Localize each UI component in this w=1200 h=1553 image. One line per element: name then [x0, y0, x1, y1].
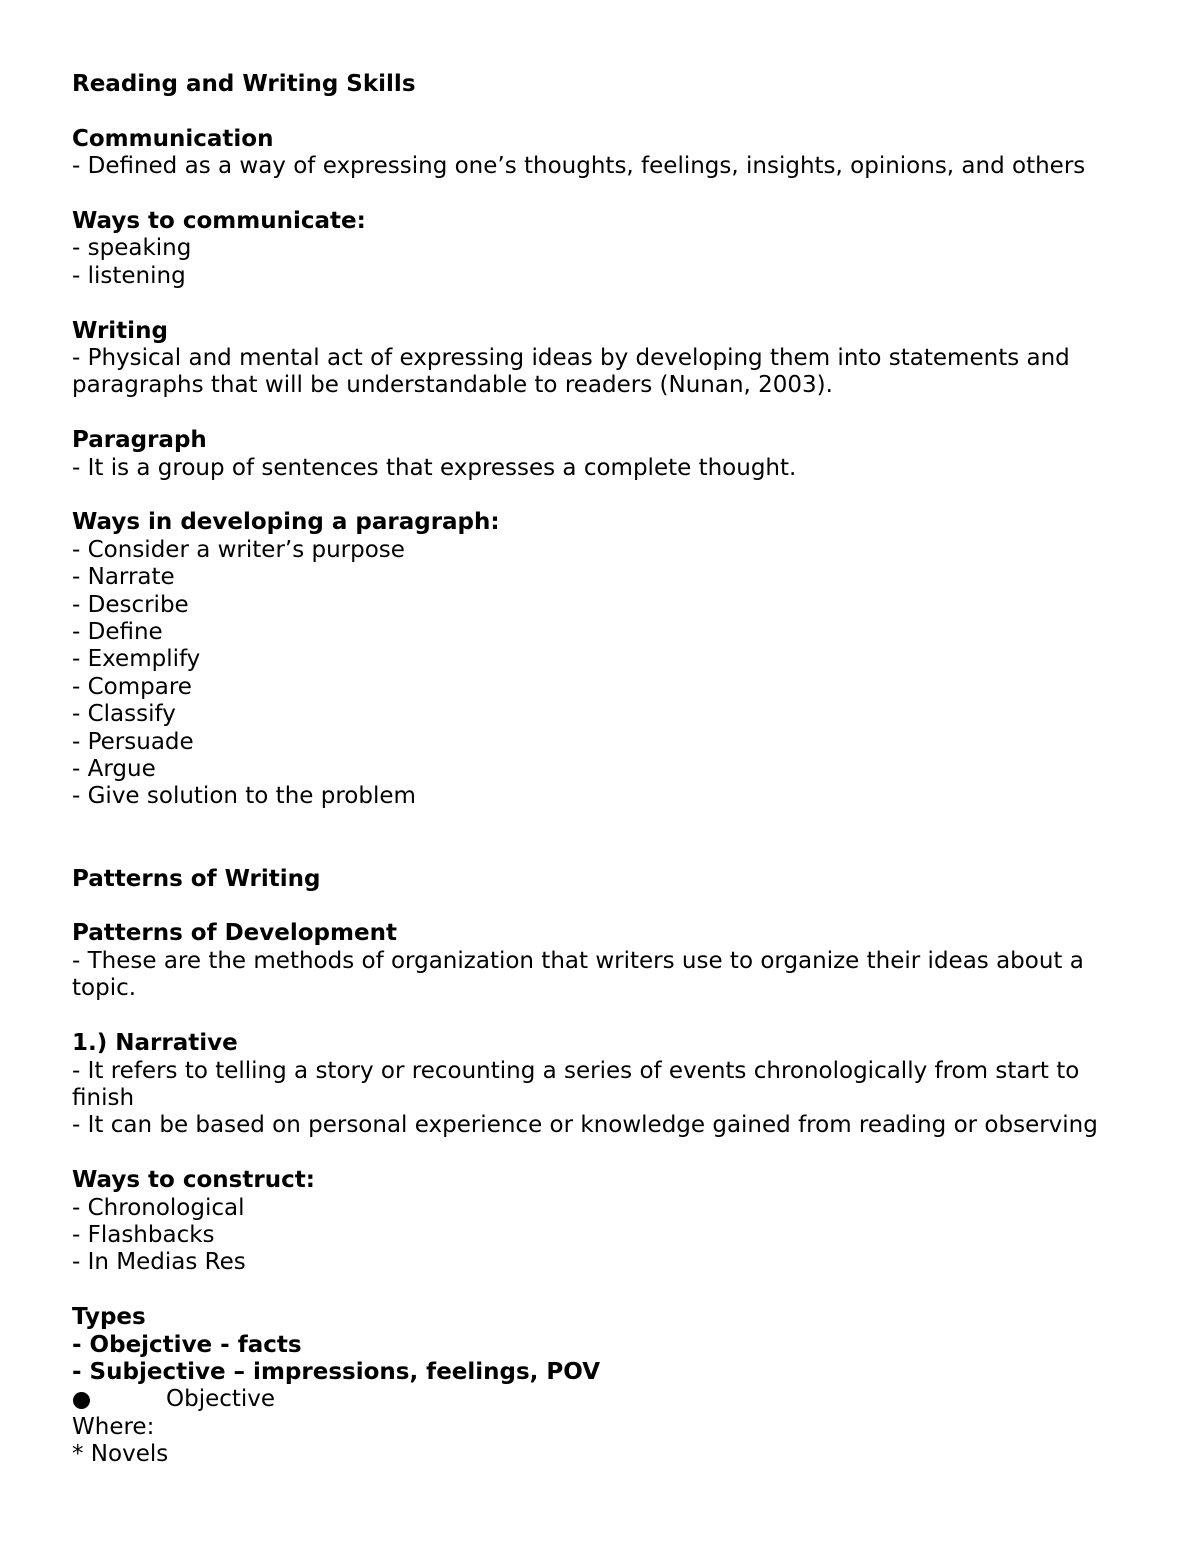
list-item: - In Medias Res	[72, 1249, 246, 1276]
bullet-label: Objective	[166, 1386, 276, 1413]
bullet-item-objective	[72, 1386, 1132, 1413]
communication-definition: - Defined as a way of expressing one’s thoughts, feelings, insights, opinions, and others	[72, 153, 1086, 180]
list-item: - Exemplify	[72, 646, 201, 673]
list-item: - Classify	[72, 701, 176, 728]
list-item: - It can be based on personal experience or knowledge gained from reading or observing	[72, 1112, 1098, 1139]
ways-to-construct-heading: Ways to construct:	[72, 1167, 315, 1194]
list-item: - Argue	[72, 756, 156, 783]
patterns-of-development-heading: Patterns of Development	[72, 920, 397, 947]
document-title: Reading and Writing Skills	[72, 71, 416, 97]
list-item: - Subjective – impressions, feelings, POV	[72, 1358, 601, 1385]
where-label: Where:	[72, 1413, 155, 1440]
list-item: - Give solution to the problem	[72, 783, 416, 810]
ways-to-communicate-heading: Ways to communicate:	[72, 208, 366, 234]
communication-heading: Communication	[72, 125, 274, 152]
list-item: * Novels	[72, 1441, 169, 1468]
list-item: - Compare	[72, 673, 192, 700]
paragraph-heading: Paragraph	[72, 427, 207, 454]
list-item: - Consider a writer’s purpose	[72, 536, 405, 563]
list-item: - Narrate	[72, 564, 175, 591]
ways-developing-heading: Ways in developing a paragraph:	[72, 509, 500, 536]
list-item: - listening	[72, 262, 186, 289]
writing-definition: - Physical and mental act of expressing ideas by developing them into statements and paragraphs that will be understandable to readers (Nunan, 2003).	[72, 345, 1070, 399]
list-item: - Define	[72, 619, 163, 646]
list-item: - Describe	[72, 591, 189, 618]
list-item: - Flashbacks	[72, 1221, 215, 1248]
document-body	[72, 71, 1132, 1469]
patterns-of-development-definition: - These are the methods of organization that writers use to organize their ideas about a topic.	[72, 947, 1084, 1002]
patterns-of-writing-heading: Patterns of Writing	[72, 865, 321, 892]
list-item: - Persuade	[72, 728, 194, 755]
list-item: - speaking	[72, 235, 192, 262]
list-item: - Chronological	[72, 1194, 245, 1221]
list-item: - Obejctive - facts	[72, 1331, 302, 1358]
list-item: - It refers to telling a story or recounting a series of events chronologically from start to finish	[72, 1057, 1080, 1111]
paragraph-definition: - It is a group of sentences that expresses a complete thought.	[72, 454, 797, 481]
writing-heading: Writing	[72, 317, 168, 344]
narrative-heading: 1.) Narrative	[72, 1030, 238, 1057]
types-heading: Types	[72, 1304, 146, 1331]
bullet-icon	[73, 1392, 90, 1409]
